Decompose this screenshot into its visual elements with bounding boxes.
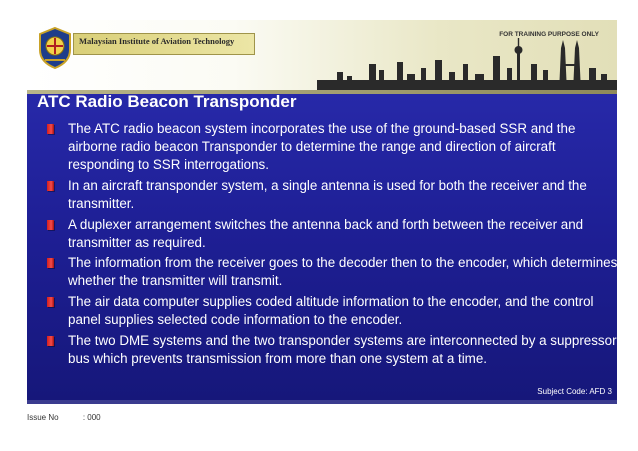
slide: [27, 20, 617, 400]
issue-value: : 000: [82, 413, 101, 422]
slide-title: ATC Radio Beacon Transponder: [37, 92, 297, 111]
issue-number: [27, 413, 101, 422]
institute-name: Malaysian Institute of Aviation Technology: [79, 36, 235, 46]
institute-crest-icon: [37, 26, 73, 70]
issue-label: Issue No: [27, 413, 59, 422]
bullet-item: [47, 332, 617, 368]
bullet-text: The ATC radio beacon system incorporates the use of the ground-based SSR and the airborne radio beacon Transponder to determine the range and direction of aircraft responding to SSR interrogations.: [68, 121, 576, 172]
footer-divider: [27, 400, 617, 404]
bullet-item: [47, 254, 617, 290]
bullet-text: The air data computer supplies coded altitude information to the encoder, and the control panel supplies selected code information to the encoder.: [68, 294, 594, 328]
city-skyline-icon: [317, 34, 617, 92]
bullet-item: [47, 293, 617, 329]
bullet-square-icon: [47, 124, 54, 134]
bullet-square-icon: [47, 336, 54, 346]
bullet-item: [47, 120, 617, 174]
bullet-list: [47, 120, 617, 371]
bullet-item: [47, 177, 617, 213]
slide-header: [27, 20, 617, 90]
bullet-text: A duplexer arrangement switches the antenna back and forth between the receiver and transmitter as required.: [68, 216, 584, 250]
bullet-text: The information from the receiver goes to the decoder then to the encoder, which determines whether the transmitter will transmit.: [68, 255, 617, 289]
bullet-square-icon: [47, 220, 54, 230]
bullet-text: In an aircraft transponder system, a single antenna is used for both the receiver and the transmitter.: [68, 177, 587, 211]
bullet-item: [47, 216, 617, 252]
subject-code: Subject Code: AFD 3: [537, 387, 612, 396]
bullet-text: The two DME systems and the two transponder systems are interconnected by a suppressor bus which prevents transmission from more than one system at a time.: [68, 332, 617, 366]
bullet-square-icon: [47, 258, 54, 268]
training-notice: FOR TRAINING PURPOSE ONLY: [499, 31, 599, 38]
bullet-square-icon: [47, 181, 54, 191]
bullet-square-icon: [47, 297, 54, 307]
